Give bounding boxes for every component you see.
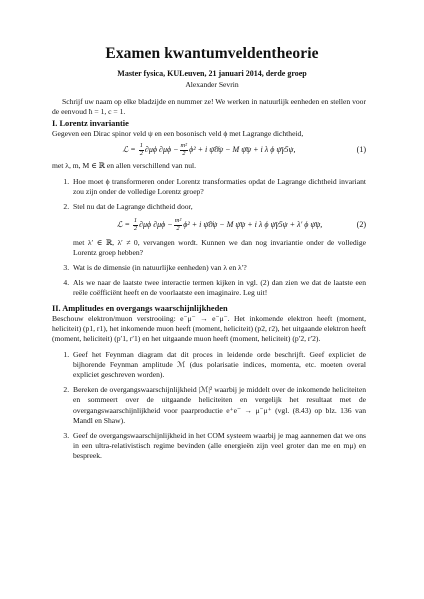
question-1-2: [71, 202, 366, 258]
eq1-frac-num: 1: [139, 142, 143, 150]
eq2-frac-den: 2: [133, 224, 138, 232]
eq2-fraction-half: [133, 218, 138, 232]
question-1-2-text: Stel nu dat de Lagrange dichtheid door,: [73, 202, 193, 212]
eq2-fraction-mass: [174, 218, 183, 232]
eq2-mid: ∂μϕ ∂μϕ −: [139, 219, 173, 229]
eq1-frac2-num: m²: [180, 142, 188, 150]
eq1-rhs: ϕ² + i ψ̄∂̸ψ − M ψ̄ψ + i λ ϕ ψ̄γ5ψ,: [189, 144, 296, 154]
section-2-questions: [52, 350, 366, 460]
eq2-rhs: ϕ² + i ψ̄∂̸ψ − M ψ̄ψ + i λ ϕ ψ̄γ5ψ + λ′ ϕ ψ̄ψ,: [183, 219, 323, 229]
eq2-frac2-num: m²: [174, 217, 182, 225]
equation-1: [52, 139, 366, 161]
exam-title: Examen kwantumveldentheorie: [105, 45, 319, 62]
question-1-1: 1. Hoe moet ϕ transformeren onder Lorentz transformaties opdat de Lagrange dichtheid invariant zou zijn onder de volledige Lorentz groep?: [71, 177, 366, 197]
question-1-3: 3. Wat is de dimensie (in natuurlijke eenheden) van λ en λ′?: [71, 263, 366, 273]
equation-2: [73, 214, 366, 236]
question-2-3: 3. Geef de overgangswaarschijnlijkheid in het COM systeem waarbij je mag aannemen dat we ons in een ultra-relativistisch regime bevinden (alle energieën zijn veel groter dan me en mμ) en bespreek.: [71, 431, 366, 461]
eq1-fraction-mass: [180, 143, 189, 157]
eq2-number: (2): [356, 219, 366, 229]
question-1-2-after: met λ′ ∈ ℝ, λ′ ≠ 0, vervangen wordt. Kunnen we dan nog invariantie onder de volledige Lorentz groep hebben?: [73, 238, 366, 258]
section-1-heading: I. Lorentz invariantie: [52, 119, 129, 129]
section-1-questions: [52, 177, 366, 298]
eq2-frac-num: 1: [133, 217, 138, 225]
eq1-lhs: ℒ =: [122, 144, 136, 154]
exam-author: Alexander Sevrin: [185, 80, 239, 89]
section-1-after-eq1: met λ, m, M ∈ ℝ en allen verschillend van nul.: [52, 161, 197, 171]
eq1-frac2-den: 2: [182, 149, 186, 157]
question-2-2: 2. Bereken de overgangswaarschijnlijkheid |ℳ|² waarbij je middelt over de inkomende heliciteiten en sommeert over de uitgaande heliciteiten en vergelijk het resultaat met de overgangswaarschijnlijkheid voor paarproductie e⁺e⁻ → μ⁻μ⁺ (vgl. (8.43) op blz. 136 van Mandl en Shaw).: [71, 385, 366, 425]
exam-subtitle: Master fysica, KULeuven, 21 januari 2014, derde groep: [117, 69, 307, 78]
eq1-mid: ∂μϕ ∂μϕ −: [144, 144, 179, 154]
section-2-text: Beschouw elektron/muon verstrooiing: e⁻μ⁻ → e⁻μ⁻. Het inkomende elektron heeft (moment, heliciteit) (p1, r1), het inkomende muon heeft (moment, heliciteit) (p2, r2), het uitgaande elektron heeft (moment, heliciteit) (p′1, r′1) en het uitgaande muon heeft (moment, heliciteit) (p′2, r′2).: [52, 314, 366, 344]
exam-content: [52, 97, 366, 466]
eq2-frac2-den: 2: [176, 224, 180, 232]
question-2-1: 1. Geef het Feynman diagram dat dit proces in leidende orde beschrijft. Geef expliciet de bijhorende Feynman amplitude ℳ (dus polarisatie indices, momenta, etc. moeten overal expliciet geschreven worden).: [71, 350, 366, 380]
eq1-fraction-half: [139, 143, 144, 157]
question-1-4: 4. Als we naar de laatste twee interactie termen kijken in vgl. (2) dan zien we dat de laatste een reële coëfficiënt heeft en de voorlaatste een imaginaire. Leg uit!: [71, 278, 366, 298]
section-2-heading: II. Amplitudes en overgangs waarschijnlijkheden: [52, 304, 228, 314]
eq1-frac-den: 2: [139, 149, 143, 157]
section-1-text: Gegeven een Dirac spinor veld ψ en een bosonisch veld ϕ met Lagrange dichtheid,: [52, 129, 304, 139]
eq1-number: (1): [356, 144, 366, 154]
eq2-lhs: ℒ =: [116, 219, 130, 229]
intro-paragraph: Schrijf uw naam op elke bladzijde en nummer ze! We werken in natuurlijk eenheden en stellen voor de eenvoud ħ = 1, c = 1.: [52, 97, 366, 117]
